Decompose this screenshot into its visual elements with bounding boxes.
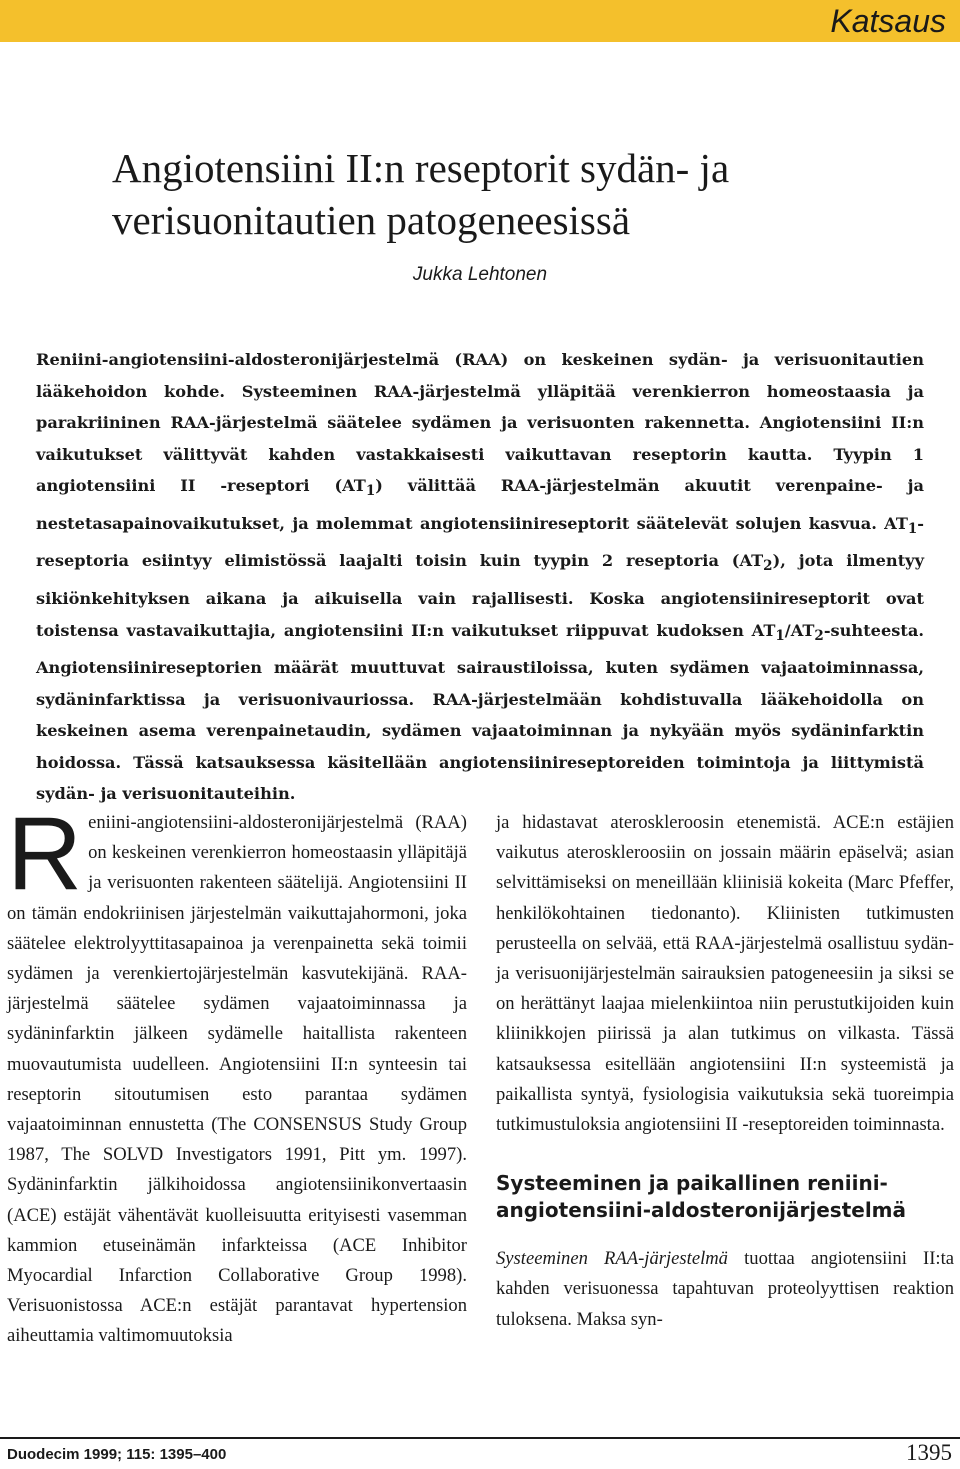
- abstract: Reniini-angiotensiini-aldosteronijärjestelmä (RAA) on keskeinen sydän- ja verisuonitautien lääkehoidon kohde. Systeeminen RAA-järjestelmä ylläpitää verenkierron homeostaasia ja parakriininen RAA-järjestelmä säätelee sydämen ja verisuonten rakennetta. Angiotensiini II:n vaikutukset välittyvät kahden vastakkaisesti vaikuttavan reseptorin kautta. Tyypin 1 angiotensiini II -reseptori $(AT_1)$ välittää RAA-järjestelmän akuutit verenpaine- ja nestetasapainovaikutukset, ja molemmat angiotensiinireseptorit säätelevät solujen kasvua. $AT_1$-reseptoria esiintyy elimistössä laajalti toisin kuin tyypin 2 reseptoria $(AT_2)$, jota ilmentyy sikiönkehityksen aikana ja aikuisella vain rajallisesti. Koska angiotensiinireseptorit ovat toistensa vastavaikuttajia, angiotensiini II:n vaikutukset riippuvat kudoksen $AT_1/AT_2$-suhteesta. Angiotensiinireseptorien määrät muuttuvat sairaustiloissa, kuten sydämen vajaatoiminnassa, sydäninfarktissa ja verisuonivauriossa. RAA-järjestelmään kohdistuvalla lääkehoidolla on keskeinen asema verenpainetaudin, sydämen vajaatoiminnan ja nykyään myös sydäninfarktin hoidossa. Tässä katsauksessa käsitellään angiotensiinireseptoreiden toimintoja ja liittymistä sydän- ja verisuonitauteihin.: [36, 350, 924, 804]
- continued-paragraph: ja hidastavat ateroskleroosin etenemistä. ACE:n estäjien vaikutus ateroskleroosiin on jossain määrin epäselvä; asian selvittämiseksi on meneillään kliinisiä kokeita (Marc Pfeffer, henkilökohtainen tiedonanto). Kliinisten tutkimusten perusteella on selvää, että RAA-järjestelmä osallistuu sydän- ja verisuonijärjestelmän sairauksien patogeneesiin ja siksi se on herättänyt laajaa mielenkiintoa niin perustutkijoiden kuin kliinikkojen piirissä ja alan tutkimus on vilkasta. Tässä katsauksessa esitellään angiotensiini II:n systeemistä ja paikallista syntyä, fysiologisia vaikutuksia sekä tuoreimpia tutkimustuloksia angiotensiini II -reseptoreiden toiminnasta.: [496, 812, 954, 1136]
- footer-rule: [0, 1437, 960, 1439]
- section-heading: Systeeminen ja paikallinen reniini-angiotensiini-aldosteronijärjestelmä: [496, 1171, 907, 1223]
- body-column-left: [7, 796, 467, 1352]
- intro-paragraph: Reniini-angiotensiini-aldosteronijärjestelmä (RAA) on keskeinen verenkierron homeostaasin ylläpitäjä ja verisuonten rakenteen säätelijä. Angiotensiini II on tämän endokriinisen järjestelmän vaikuttajahormoni, joka säätelee elektrolyyttitasapainoa ja verenpainetta sekä toimii sydämen ja verenkiertojärjestelmän kasvutekijänä. RAA-järjestelmä säätelee sydämen vajaatoiminnassa ja sydäninfarktin jälkeen sydämelle haitallista rakenteen muovautumista uudelleen. Angiotensiini II:n synteesin tai reseptorin sitoutumisen esto parantaa sydämen vajaatoiminnan ennustetta (The CONSENSUS Study Group 1987, The SOLVD Investigators 1991, Pitt ym. 1997). Sydäninfarktin jälkihoidossa angiotensiinikonvertaasin (ACE) estäjät vähentävät kuolleisuutta erityisesti vasemman kammion etuseinämän infarkteissa (ACE Inhibitor Myocardial Infarction Collaborative Group 1998). Verisuonistossa ACE:n estäjät parantavat hypertension aiheuttamia valtimomuutoksia: [7, 796, 467, 1347]
- article-title: Angiotensiini II:n reseptorit sydän- ja verisuonitautien patogeneesissä: [112, 145, 730, 243]
- section-label: Katsaus: [830, 3, 946, 39]
- section-paragraph: Systeeminen RAA-järjestelmä tuottaa angiotensiini II:ta kahden verisuonessa tapahtuvan proteolyyttisen reaktion tuloksena. Maksa syn-: [496, 1248, 954, 1330]
- author-name: Jukka Lehtonen: [412, 264, 548, 285]
- body-column-right: [496, 808, 954, 1335]
- journal-reference: Duodecim 1999; 115: 1395–400: [7, 1446, 227, 1463]
- drop-cap: R: [7, 796, 83, 912]
- header-band: [0, 0, 960, 42]
- page-number: 1395: [906, 1440, 952, 1465]
